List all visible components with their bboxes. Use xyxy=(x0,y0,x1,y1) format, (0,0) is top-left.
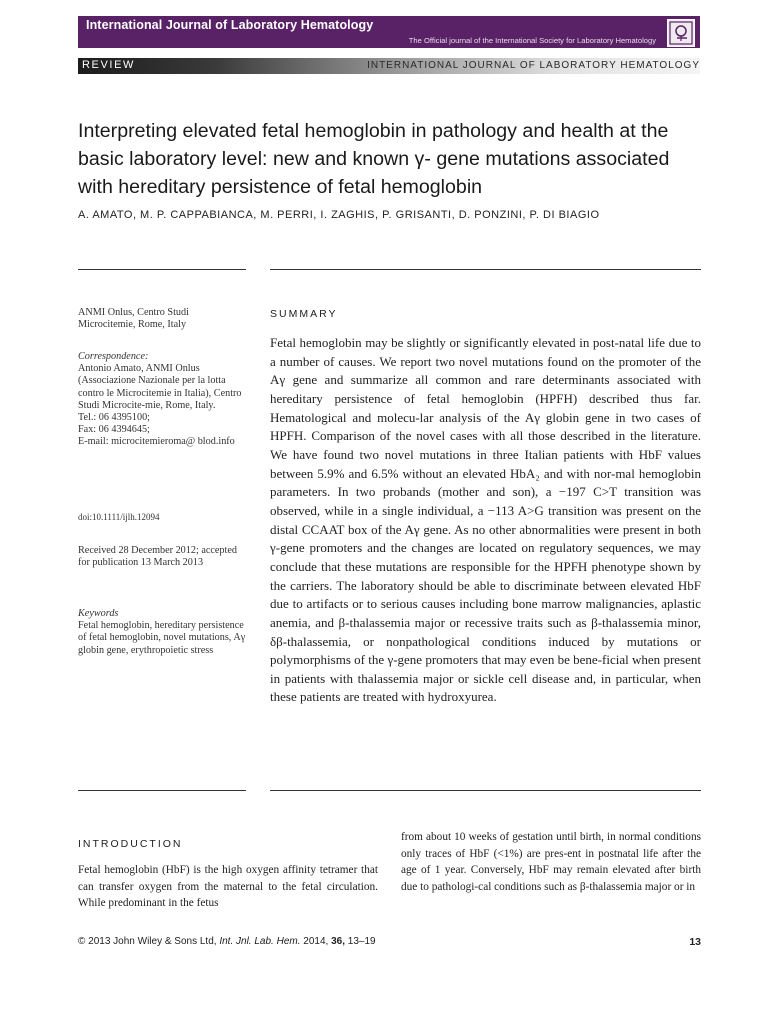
correspondence-label: Correspondence: xyxy=(78,351,149,362)
doi: doi:10.1111/ijlh.12094 xyxy=(78,512,160,522)
telephone: Tel.: 06 4395100; xyxy=(78,412,151,424)
introduction-col2: from about 10 weeks of gestation until birth, in normal conditions only traces of HbF (<1%) are pres-ent in postnatal life after the age of 1 year. Conversely, HbF may remain elevated after birth due to pathologi-cal conditions such as β-thalassemia major or in xyxy=(401,831,701,893)
divider xyxy=(270,269,701,270)
keywords-block xyxy=(78,608,246,657)
summary-text: Fetal hemoglobin may be slightly or significantly elevated in post-natal life due to a number of causes. We report two novel mutations found on the promoter of the Aγ gene and summarize all common and rare determinants associated with hereditary persistence of fetal hemoglobin (HPFH) described thus far. Hematological and molecu-lar analysis of the Aγ globin gene in two cases of HPFH. Comparison of the novel cases with all those described in the literature. We have found two novel mutations in three Italian patients with HbF values between 5.9% and 6.5% without an elevated HbA₂ and with nor-mal hemoglobin parameters. In two probands (mother and son), a −197 C>T transition was observed, while in a single individual, a −113 A>G transition was present on the distal CCAAT box of the Aγ gene. As no other abnormalities were present in both γ-gene promoters and the changes are located on regulatory sequences, we may conclude that these mutations are responsible for the HPFH phenotype shown by the carriers. The laboratory should be able to discriminate between elevated HbF due to artifacts or to serious causes including bone marrow malignancies, aplastic anemia, and β-thalassemia major or recessive traits such as β-thalassemia minor, δβ-thalassemia, or nonpathological conditions induced by mutations or polymorphisms of the γ-gene promoters that may even be bene-ficial when present in patients with thalassemia major or sickle cell disease and, in particular, when these patients are treated with hydroxyurea. xyxy=(270,335,701,705)
journal-subtitle: The Official journal of the International Society for Laboratory Hematology xyxy=(408,36,656,45)
received-dates: Received 28 December 2012; accepted for publication 13 March 2013 xyxy=(78,545,237,569)
page-range: 13–19 xyxy=(347,936,376,947)
divider xyxy=(78,269,246,270)
section-label: REVIEW xyxy=(82,59,135,71)
correspondence-name: Antonio Amato, ANMI Onlus xyxy=(78,363,200,375)
correspondence-org: (Associazione Nazionale per la lotta contro le Microcitemie in Italia), Centro Studi Microcite-mie, Rome, Italy. xyxy=(78,375,242,411)
divider xyxy=(270,790,701,791)
copyright: © 2013 John Wiley & Sons Ltd, xyxy=(78,936,217,947)
year: 2014, xyxy=(303,936,329,947)
footer-citation xyxy=(78,936,376,947)
journal-title: International Journal of Laboratory Hematology xyxy=(86,18,374,32)
introduction-heading: INTRODUCTION xyxy=(78,838,183,850)
article-title: Interpreting elevated fetal hemoglobin in pathology and health at the basic laboratory level: new and known γ- gene mutations associated with hereditary persistence of fetal hemoglobin xyxy=(78,120,670,198)
volume: 36, xyxy=(331,936,345,947)
keywords: Fetal hemoglobin, hereditary persistence of fetal hemoglobin, novel mutations, Aγ globin gene, erythropoietic stress xyxy=(78,620,246,656)
author-list: A. AMATO, M. P. CAPPABIANCA, M. PERRI, I. ZAGHIS, P. GRISANTI, D. PONZINI, P. DI BIAGIO xyxy=(78,209,600,221)
email: E-mail: microcitemieroma@ blod.info xyxy=(78,436,235,448)
fax: Fax: 06 4394645; xyxy=(78,424,150,436)
journal-abbrev: Int. Jnl. Lab. Hem. xyxy=(219,936,301,947)
keywords-label: Keywords xyxy=(78,608,119,619)
introduction-col1: Fetal hemoglobin (HbF) is the high oxygen affinity tetramer that can transfer oxygen from the maternal to the fetal circulation. While predominant in the fetus xyxy=(78,864,378,910)
society-logo-icon xyxy=(667,19,695,47)
section-bar xyxy=(78,58,700,74)
summary-heading: SUMMARY xyxy=(270,308,338,320)
correspondence-block xyxy=(78,351,246,449)
journal-banner xyxy=(78,16,700,48)
page-number: 13 xyxy=(689,936,701,948)
running-head: INTERNATIONAL JOURNAL OF LABORATORY HEMATOLOGY xyxy=(367,60,700,71)
divider xyxy=(78,790,246,791)
affiliation: ANMI Onlus, Centro Studi Microcitemie, Rome, Italy xyxy=(78,307,189,331)
